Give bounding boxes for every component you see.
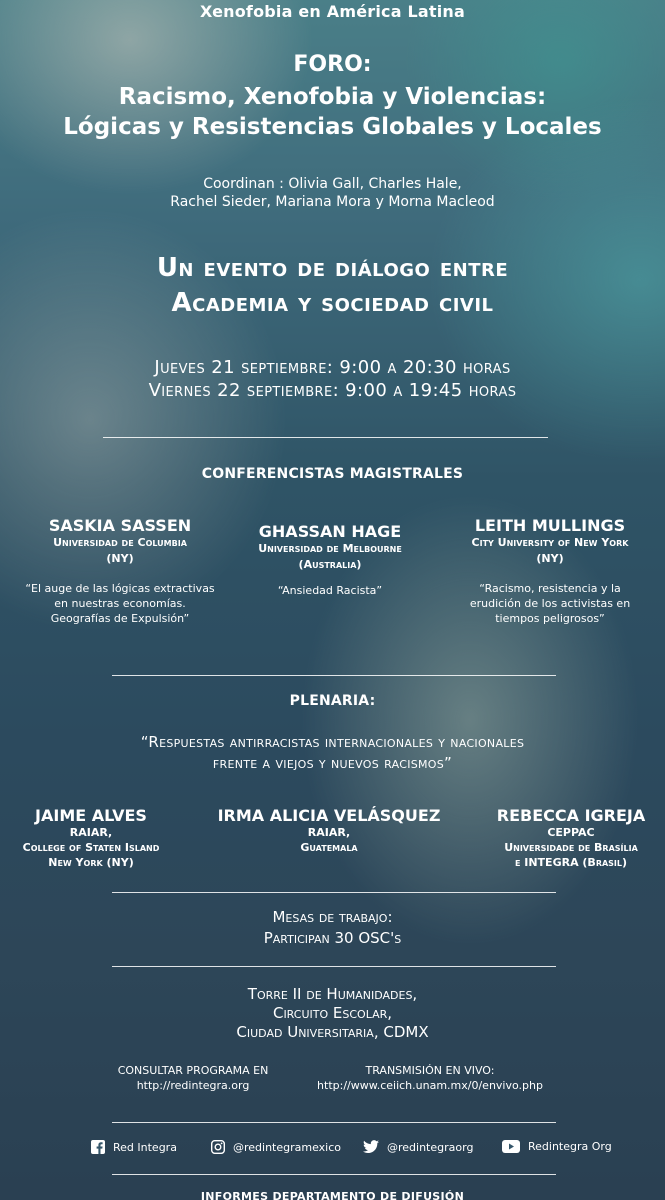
facebook-icon bbox=[91, 1140, 105, 1154]
program-link[interactable]: http://redintegra.org bbox=[136, 1079, 250, 1092]
stream-link[interactable]: http://www.ceiich.unam.mx/0/envivo.php bbox=[317, 1079, 543, 1092]
talk-title-line: en nuestras economías. bbox=[54, 597, 186, 610]
header-subtitle: Xenofobia en América Latina bbox=[199, 2, 466, 21]
stream-info bbox=[300, 1063, 560, 1093]
speaker-name: GHASSAN HAGE bbox=[258, 522, 402, 541]
keynotes-title: CONFERENCISTAS MAGISTRALES bbox=[201, 466, 464, 482]
talk-title-line: tiempos peligrosos” bbox=[495, 612, 605, 625]
speaker-affiliation: RAIAR, bbox=[69, 826, 113, 839]
social-label: Redintegra Org bbox=[528, 1140, 612, 1153]
talk-title-line: “El auge de las lógicas extractivas bbox=[25, 582, 215, 595]
social-label: @redintegraorg bbox=[387, 1140, 474, 1154]
event-tagline-line1: Un evento de diálogo entre bbox=[156, 253, 509, 283]
speaker-location: e INTEGRA (Brasil) bbox=[514, 856, 628, 869]
social-label: Red Integra bbox=[113, 1140, 177, 1154]
divider bbox=[112, 892, 556, 893]
social-label: @redintegramexico bbox=[233, 1140, 342, 1154]
divider bbox=[103, 437, 548, 438]
speaker-location: (NY) bbox=[536, 552, 564, 565]
keynote-speaker-sassen bbox=[10, 516, 230, 626]
divider bbox=[112, 1122, 556, 1123]
forum-title-line1: Racismo, Xenofobia y Violencias: bbox=[118, 84, 547, 110]
program-label: CONSULTAR PROGRAMA EN bbox=[117, 1064, 269, 1077]
workshops-subtitle: Participan 30 OSC's bbox=[263, 929, 402, 947]
divider bbox=[112, 1174, 556, 1175]
social-twitter[interactable] bbox=[363, 1140, 473, 1154]
plenary-topic-line2: frente a viejos y nuevos racismos” bbox=[212, 754, 453, 772]
speaker-affiliation: CEPPAC bbox=[547, 826, 595, 839]
speaker-affiliation: Universidad de Columbia bbox=[53, 536, 187, 549]
youtube-icon bbox=[502, 1140, 520, 1153]
speaker-name: IRMA ALICIA VELÁSQUEZ bbox=[217, 806, 441, 825]
keynote-speaker-mullings bbox=[440, 516, 660, 626]
speaker-affiliation: College of Staten Island bbox=[22, 841, 160, 854]
footer-info-label: INFORMES DEPARTAMENTO DE DIFUSIÓN bbox=[200, 1190, 465, 1200]
social-facebook[interactable] bbox=[91, 1140, 177, 1154]
plenary-topic-line1: “Respuestas antirracistas internacionales y nacionales bbox=[140, 733, 525, 751]
talk-title-line: erudición de los activistas en bbox=[469, 597, 631, 610]
venue-line3: Ciudad Universitaria, CDMX bbox=[236, 1023, 429, 1041]
event-date-thursday: Jueves 21 septiembre: 9:00 a 20:30 horas bbox=[154, 357, 511, 378]
coordinators-line1: Coordinan : Olivia Gall, Charles Hale, bbox=[203, 176, 462, 192]
forum-label: FORO: bbox=[293, 52, 372, 77]
speaker-name: REBECCA IGREJA bbox=[496, 806, 646, 825]
talk-title bbox=[440, 581, 660, 626]
plenary-speaker-velasquez bbox=[208, 806, 450, 855]
divider bbox=[112, 675, 556, 676]
twitter-icon bbox=[363, 1140, 379, 1154]
talk-title-line: Geografías de Expulsión” bbox=[50, 612, 190, 625]
program-info bbox=[103, 1063, 283, 1093]
venue-line2: Circuito Escolar, bbox=[272, 1004, 393, 1022]
speaker-location: (Australia) bbox=[298, 558, 362, 571]
speaker-affiliation: City University of New York bbox=[471, 536, 629, 549]
event-tagline-line2: Academia y sociedad civil bbox=[171, 288, 494, 318]
speaker-affiliation: RAIAR, bbox=[307, 826, 351, 839]
speaker-location: New York (NY) bbox=[48, 856, 134, 869]
talk-title-line: “Racismo, resistencia y la bbox=[479, 582, 621, 595]
divider bbox=[112, 966, 556, 967]
speaker-location: (NY) bbox=[106, 552, 134, 565]
keynote-speaker-hage bbox=[220, 522, 440, 598]
plenary-speaker-igreja bbox=[482, 806, 660, 870]
coordinators-line2: Rachel Sieder, Mariana Mora y Morna Macleod bbox=[170, 194, 495, 210]
plenary-title: PLENARIA: bbox=[289, 693, 376, 709]
social-instagram[interactable] bbox=[211, 1140, 341, 1154]
speaker-affiliation: Universidad de Melbourne bbox=[258, 542, 402, 555]
social-youtube[interactable] bbox=[502, 1140, 612, 1153]
venue-line1: Torre II de Humanidades, bbox=[247, 985, 418, 1003]
event-date-friday: Viernes 22 septiembre: 9:00 a 19:45 horas bbox=[148, 380, 517, 401]
forum-title-line2: Lógicas y Resistencias Globales y Locales bbox=[63, 114, 602, 140]
instagram-icon bbox=[211, 1140, 225, 1154]
stream-label: TRANSMISIÓN EN VIVO: bbox=[365, 1064, 495, 1077]
plenary-speaker-alves bbox=[0, 806, 182, 870]
speaker-name: LEITH MULLINGS bbox=[474, 516, 626, 535]
speaker-affiliation: Universidade de Brasília bbox=[504, 841, 638, 854]
speaker-location: Guatemala bbox=[300, 841, 358, 854]
speaker-name: JAIME ALVES bbox=[35, 806, 147, 825]
speaker-name: SASKIA SASSEN bbox=[48, 516, 192, 535]
workshops-title: Mesas de trabajo: bbox=[272, 908, 393, 926]
talk-title bbox=[10, 581, 230, 626]
talk-title: “Ansiedad Racista” bbox=[277, 584, 383, 597]
